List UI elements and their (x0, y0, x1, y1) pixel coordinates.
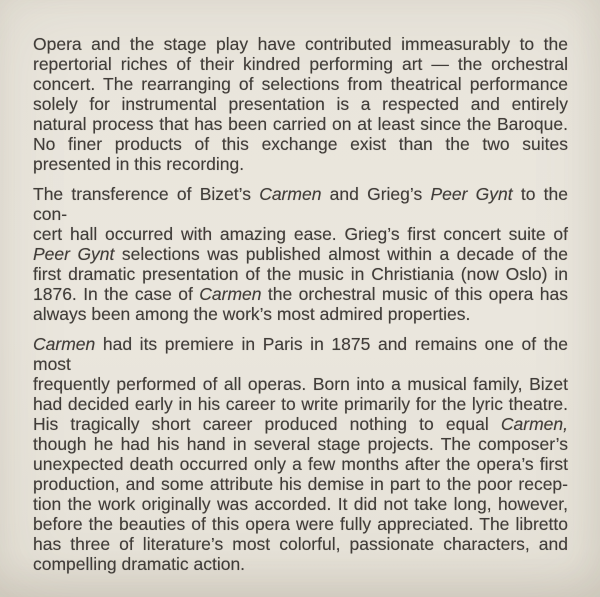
text-line: natural process that has been carried on at least since the Baroque. (33, 114, 568, 134)
italic-title: Carmen, (500, 414, 568, 434)
text-line: 1876. In the case of Carmen the orchestral music of this opera has (33, 284, 568, 304)
italic-title: Carmen (259, 184, 322, 204)
paragraph (33, 334, 568, 574)
text-line: Opera and the stage play have contributed immeasurably to the (33, 34, 568, 54)
text-line: Carmen had its premiere in Paris in 1875 and remains one of the most (33, 334, 568, 374)
italic-title: Peer Gynt (430, 184, 513, 204)
text-line: has three of literature’s most colorful, passionate characters, and (33, 534, 568, 554)
paragraph (33, 184, 568, 324)
text-line: repertorial riches of their kindred performing art — the orchestral (33, 54, 568, 74)
text-line: The transference of Bizet’s Carmen and Grieg’s Peer Gynt to the con- (33, 184, 568, 224)
text-line: production, and some attribute his demise in part to the poor recep- (33, 474, 568, 494)
text-line: His tragically short career produced nothing to equal Carmen, (33, 414, 568, 434)
text-line: solely for instrumental presentation is a respected and entirely (33, 94, 568, 114)
text-line: No finer products of this exchange exist than the two suites (33, 134, 568, 154)
text-line: first dramatic presentation of the music in Christiania (now Oslo) in (33, 264, 568, 284)
text-line: concert. The rearranging of selections from theatrical performance (33, 74, 568, 94)
text-line: always been among the work’s most admired properties. (33, 304, 471, 324)
text-line: had decided early in his career to write primarily for the lyric theatre. (33, 394, 568, 414)
liner-notes-text (33, 34, 568, 574)
text-line: compelling dramatic action. (33, 554, 246, 574)
text-line: cert hall occurred with amazing ease. Grieg’s first concert suite of (33, 224, 568, 244)
text-line: though he had his hand in several stage projects. The composer’s (33, 434, 568, 454)
text-line: unexpected death occurred only a few months after the opera’s first (33, 454, 568, 474)
text-line: Peer Gynt selections was published almost within a decade of the (33, 244, 568, 264)
italic-title: Carmen (33, 334, 96, 354)
text-line: frequently performed of all operas. Born into a musical family, Bizet (33, 374, 568, 394)
italic-title: Carmen (199, 284, 262, 304)
italic-title: Peer Gynt (33, 244, 115, 264)
paragraph (33, 34, 568, 174)
text-line: before the beauties of this opera were fully appreciated. The libretto (33, 514, 568, 534)
text-line: presented in this recording. (33, 154, 245, 174)
text-line: tion the work originally was accorded. It did not take long, however, (33, 494, 568, 514)
